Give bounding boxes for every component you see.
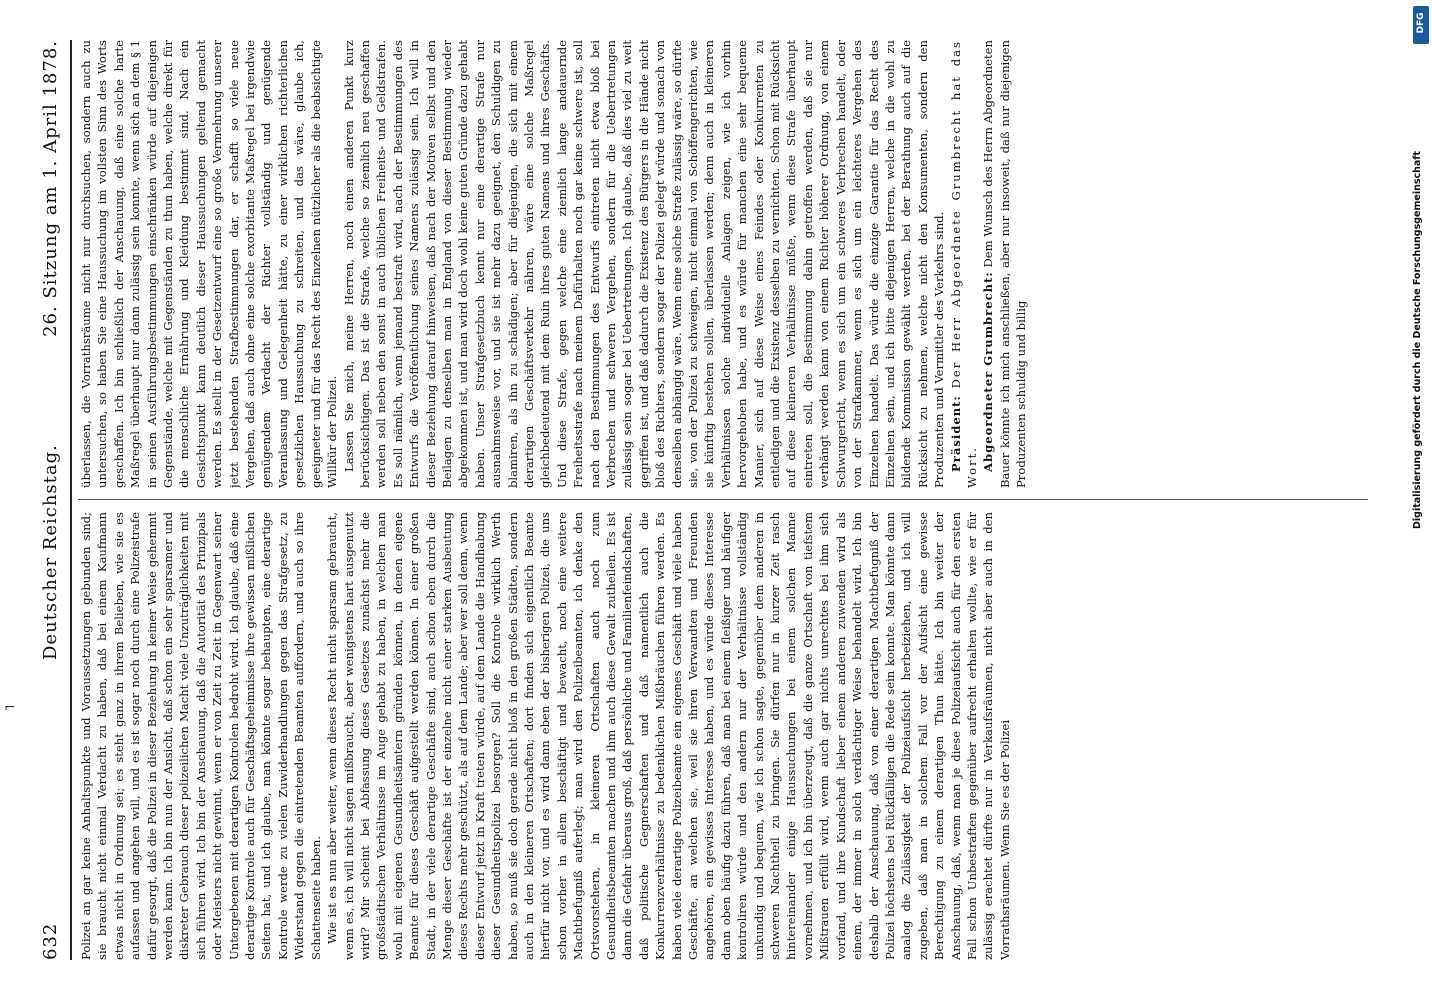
speaker-text: Dem Wunsch des Herrn Abgeordneten Bauer könnte ich mich anschließen, aber nur insoweit, daß nur diejenigen Produzenten schuldig und billig	[981, 40, 1029, 488]
publication-title: Deutscher Reichstag.	[40, 444, 61, 660]
president-paragraph	[948, 40, 981, 488]
right-paragraph-1: überlassen, die Vorrathsräume nicht nur durchsuchen, sondern auch zu untersuchen, so haben Sie eine Haussuchung im vollsten Sinn des Worts geschaffen. Ich bin schließlich der Anschauung, daß eine solche harte Maßregel überhaupt nur dann zulässig sein konnte, wenn sich an dem § 1 in seinen Ausführungsbestimmungen einschränken würde auf diejenigen Gegenstände, welche mit Gegenständen zu thun haben, welche direkt für die menschliche Ernährung und Kleidung bestimmt sind. Nach ein Gesichtspunkt kann deutlich dieser Haussuchungen geltend gemacht werden. Es stellt in der Gesetzentwurf eine so große Vermehrung unserer jetzt bestehenden Strafbestimmungen dar, er schafft so viele neue Vergehen, daß auch ohne eine solche exorbitante Maßregel bei irgendwie genügendem Verdacht der Richter vollständig und genügende Veranlassung und Gelegenheit hätte, zu einer wirklichen richterlichen gesetzlichen Haussuchung zu schreiten, und das wäre, glaube ich, geeigneter und für das Recht des Einzelnen nützlicher als die beabsichtigte Willkür der Polizei.	[79, 40, 340, 488]
dfg-logo-icon	[1413, 6, 1429, 44]
dfg-logo-text: DFG	[1416, 12, 1426, 34]
right-paragraph-2: Lassen Sie mich, meine Herren, noch einen anderen Punkt kurz berücksichtigen. Das ist die Strafe, welche so ziemlich neu geschaffen werden soll neben den sonst in auch üblichen Freiheits- und Geldstrafen. Es soll nämlich, wenn jemand bestraft wird, nach der Bestimmungen des Entwurfs die Veröffentlichung seines Namens zulässig sein. Ich will in dieser Beziehung darauf hinweisen, daß nach der Motiven selbst und den Beilagen zu denselben man in England von dieser Bestimmung wieder abgekommen ist, und man wird doch wohl keine guten Gründe dazu gehabt haben. Unser Strafgesetzbuch kennt nur eine derartige Strafe nur ausnahmsweise vor, und sie ist mehr dazu geeignet, den Schuldigen zu blamiren, als ihn zu schädigen; aber für diejenigen, die sich mit einem derartigen Geschäftsverkehr nähren, wäre eine solche Maßregel gleichbedeutend mit dem Ruin ihres guten Namens und ihres Geschäfts. Und diese Strafe, gegen welche eine ziemlich lange andauernde Freiheitsstrafe nach meinem Dafürhalten noch gar keine schwere ist, soll nach den Bestimmungen des Entwurfs eintreten nicht etwa bloß bei Verbrechen und schweren Vergehen, sondern für die Uebertretungen zulässig sein sogar bei Uebertretungen. Ich glaube, daß dies viel zu weit gegriffen ist, und daß dadurch die Existenz des Bürgers in die Hände nicht bloß des Richters, sondern sogar der Polizei gelegt würde und sonach von denselben abhängig wäre. Wenn eine solche Strafe zulässig wäre, so dürfte sie, von der Polizei zu schweigen, nicht einmal von Schöffengerichten, wie sie künftig bestehen sollen, überlassen werden; denn auch in kleineren Verhältnissen solche individuelle Anlagen zeigen, wie ich vorhin hervorgehoben habe, und es würde für manchen eine sehr bequeme Manier, sich auf diese Weise eines Feindes oder Konkurrenten zu entledigen und die Existenz desselben zu vernichten. Schon mit Rücksicht auf diese kleineren Verhältnisse müßte, wenn diese Strafe überhaupt eintreten soll, die Bestimmung dahin getroffen werden, daß sie nur verhängt werden kann von einem Richter höherer Ordnung, von einem Schwurgericht, wenn es sich um ein schweres Verbrechen handelt, oder von der Strafkammer, wenn es sich um ein leichteres Vergehen des Einzelnen handelt. Das würde die einzige Garantie für das Recht des Einzelnen sein, und ich bitte diejenigen Herren, welche in die wohl zu bildende Kommission gewählt werden, bei der Berathung auch auf die Rücksicht zu nehmen, welche nicht den Konsumenten, sondern den Produzenten und Vermittler des Verkehrs sind.	[341, 40, 947, 488]
digitization-credit	[1412, 60, 1428, 620]
page-number: 632	[40, 922, 61, 960]
left-column	[78, 512, 1368, 960]
session-date: 26. Sitzung am 1. April 1878.	[40, 40, 61, 337]
digitization-sidebar	[1410, 0, 1432, 1000]
president-label: Präsident:	[948, 395, 963, 472]
header-rule	[70, 40, 72, 960]
left-paragraph-2: Wie ist es nun aber weiter, wenn dieses Recht nicht sparsam gebraucht, wenn es, ich will nicht sagen mißbraucht, aber wenigstens hart ausgenutzt wird? Mir scheint bei Abfassung dieses Gesetzes zunächst mehr die großstädtischen Verhältnisse im Auge gehabt zu haben, in welchen man wohl mit eigenen Gesundheitsämtern gründen können, in denen eigene Beamte für dieses Geschäft aufgestellt werden können. In einer großen Stadt, in der viele derartige Geschäfte sind, auch schon eben durch die Menge dieser Geschäfte ist der einzelne nicht einer starken Ausbeutung dieses Rechts mehr geschützt, als auf dem Lande; aber wer soll denn, wenn dieser Entwurf jetzt in Kraft treten würde, auf dem Lande die Handhabung dieser Gesundheitspolizei besorgen? Soll die Kontrole wirklich Werth haben, so muß sie doch gerade nicht bloß in den großen Städten, sondern auch in den kleineren Ortschaften; dort finden sich eigentlich Beamte hierfür nicht vor, und es wird dann eben der bisherigen Polizei, die uns schon vorher in allem beschäftigt und bewacht, noch eine weitere Machtbefugniß auferlegt; man wird den Polizeibeamten, ich denke den Ortsvorstehern, in kleineren Ortschaften auch noch zum Gesundheitsbeamten machen und ihm auch diese Gewalt zutheilen. Es ist dann die Gefahr überaus groß, daß persönliche und Familienfeindschaften, daß politische Gegnerschaften und daß namentlich auch die Konkurrenzverhältnisse zu bedenklichen Mißbräuchen führen werden. Es haben viele derartige Polizeibeamte ein eigenes Geschäft und viele haben Geschäfte, an welchen sie, weil sie ihren Verwandten und Freunden angehören, ein gewisses Interesse haben, und es würde dieses Interesse dann oben häufig dazu führen, daß man bei einem fleißiger und häufiger kontroliren würde und den andern nur der Verhältnisse vollständig unkundig und bequem, wie ich schon sagte, gegenüber dem anderen in schweren Nachtheil zu bringen. Sie dürfen nur in kurzer Zeit rasch hintereinander einige Haussuchungen bei einem solchen Manne vornehmen, und ich bin überzeugt, daß die ganze Ortschaft von tiefstem Mißtrauen erfüllt wird, wenn auch gar nichts unrechtes bei ihm sich vorfand, und ihre Kundschaft lieber einem anderen zuwenden wird als einem, der immer in solch verdächtiger Weise behandelt wird. Ich bin deshalb der Anschauung, daß von einer derartigen Machtbefugniß der Polizei höchstens bei Rückfälligen die Rede sein konnte. Man könnte dann analog die Zulässigkeit der Polizeiaufsicht herbeiziehen, und ich will zugeben, daß man in solchem Fall vor der Aufsicht eine gewisse Berechtigung zu einem derartigen Thun hätte. Ich bin weiter der Anschauung, daß, wenn man je diese Polizeiaufsicht auch für den ersten Fall schon Unbestraften gegenüber aufrecht erhalten wollte, wie er für zulässig erachtet dürfte nur in Verkaufsräumen, nicht aber auch in den Vorrathsräumen. Wenn Sie es der Polizei	[325, 512, 1012, 960]
right-column	[78, 40, 1368, 488]
left-paragraph-1: Polizei an gar keine Anhaltspunkte und Voraussetzungen gebunden sind; sie braucht nicht einmal Verdacht zu haben, daß bei einem Kaufmann etwas nicht in Ordnung sei; es steht ganz in ihrem Belieben, wie sie es aufassen und angehen will, und es ist sogar noch durch eine Polizeistrafe dafür gesorgt, daß die Polizei in dieser Beziehung in keiner Weise gehemmt werden kann. Ich bin nun der Ansicht, daß schon ein sehr sparsamer und diskreter Gebrauch dieser polizeilichen Macht viele Unzuträglichkeiten mit sich führen wird. Ich bin der Anschauung, daß die Autorität des Prinzipals oder Meisters nicht gewinnt, wenn er von Zeit zu Zeit in Gegenwart seiner Untergebenen mit derartigen Kontrolen bedroht wird. Ich glaube, daß eine derartige Kontrole auch für Geschäftsgeheimnisse ihre gewissen mißlichen Seiten hat, und ich glaube, man könnte sogar behaupten, eine derartige Kontrole werde zu vielen Zuwiderhandlungen gegen das Strafgesetz, zu Widerstand gegen die eintretenden Beamten auffordern, und auch so ihre Schattenseite haben.	[79, 512, 323, 960]
credit-text: Digitalisierung gefördert durch die Deutsche Forschungsgemeinschaft	[1412, 151, 1423, 529]
page-header	[40, 40, 66, 960]
column-divider	[78, 499, 1368, 500]
speaker-paragraph	[980, 40, 1029, 488]
president-text: Der Herr Abgeordnete Grumbrecht hat das Wort.	[948, 40, 979, 488]
speaker-label: Abgeordneter Grumbrecht:	[981, 271, 996, 472]
margin-mark: ⌐	[4, 700, 16, 716]
